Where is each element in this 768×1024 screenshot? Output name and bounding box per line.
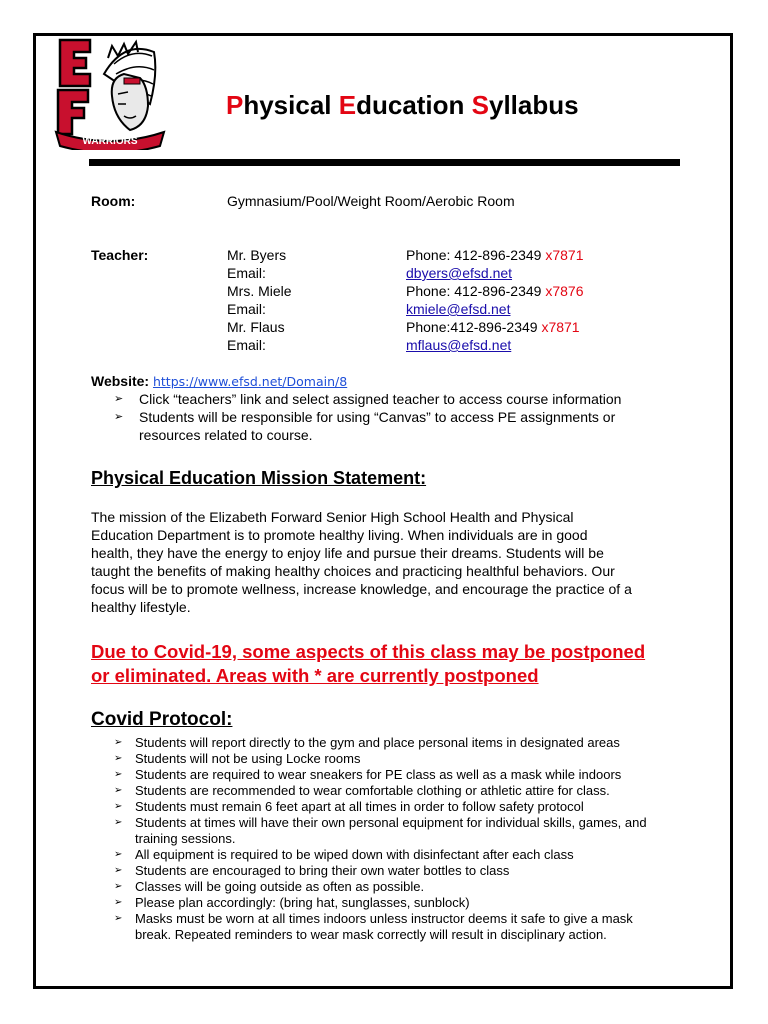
arrow-bullet-icon: ➢ <box>114 393 124 405</box>
arrow-bullet-icon: ➢ <box>114 897 123 908</box>
teacher-phone: Phone: 412-896-2349 x7871 <box>406 247 584 263</box>
email-label: Email: <box>227 337 266 353</box>
email-label: Email: <box>227 265 266 281</box>
arrow-bullet-icon: ➢ <box>114 769 123 780</box>
email-label: Email: <box>227 301 266 317</box>
page-title: Physical Education Syllabus <box>226 90 579 120</box>
teacher-name: Mrs. Miele <box>227 283 292 299</box>
arrow-bullet-icon: ➢ <box>114 849 123 860</box>
arrow-bullet-icon: ➢ <box>114 785 123 796</box>
arrow-bullet-icon: ➢ <box>114 411 124 423</box>
teacher-email-link[interactable]: kmiele@efsd.net <box>406 301 511 317</box>
teacher-name: Mr. Flaus <box>227 319 285 335</box>
teacher-phone: Phone: 412-896-2349 x7876 <box>406 283 584 299</box>
arrow-bullet-icon: ➢ <box>114 881 123 892</box>
arrow-bullet-icon: ➢ <box>114 865 123 876</box>
teacher-label: Teacher: <box>91 247 149 263</box>
teacher-name: Mr. Byers <box>227 247 287 263</box>
protocol-heading: Covid Protocol: <box>91 709 233 730</box>
title-divider <box>89 159 680 166</box>
ef-letters <box>58 40 90 134</box>
website-line <box>91 372 347 391</box>
ef-warriors-logo <box>54 34 166 150</box>
arrow-bullet-icon: ➢ <box>114 753 123 764</box>
mission-paragraph: The mission of the Elizabeth Forward Senior High School Health and Physical Education Department is to promote healthy living. When individuals are in good health, they have the energy to enjoy life and pursue their dreams. Students will be taught the benefits of making healthy choices and practicing healthful behaviors. Our focus will be to promote wellness, increase knowledge, and encourage the practice of a healthy lifestyle. <box>91 509 632 615</box>
teacher-email-link[interactable]: mflaus@efsd.net <box>406 337 512 353</box>
arrow-bullet-icon: ➢ <box>114 737 123 748</box>
room-label: Room: <box>91 193 136 209</box>
logo-warriors-text: WARRIORS <box>82 136 138 147</box>
website-link[interactable]: https://www.efsd.net/Domain/8 <box>152 374 348 389</box>
website-label: Website: <box>91 373 153 389</box>
covid-notice: Due to Covid-19, some aspects of this class may be postponed or eliminated. Areas with * are currently postponed <box>91 641 646 686</box>
teacher-phone: Phone:412-896-2349 x7871 <box>406 319 580 335</box>
mission-heading: Physical Education Mission Statement: <box>91 468 427 488</box>
arrow-bullet-icon: ➢ <box>114 801 123 812</box>
room-value: Gymnasium/Pool/Weight Room/Aerobic Room <box>227 193 515 209</box>
arrow-bullet-icon: ➢ <box>114 817 123 828</box>
teacher-email-link[interactable]: dbyers@efsd.net <box>406 265 513 281</box>
arrow-bullet-icon: ➢ <box>114 913 123 924</box>
